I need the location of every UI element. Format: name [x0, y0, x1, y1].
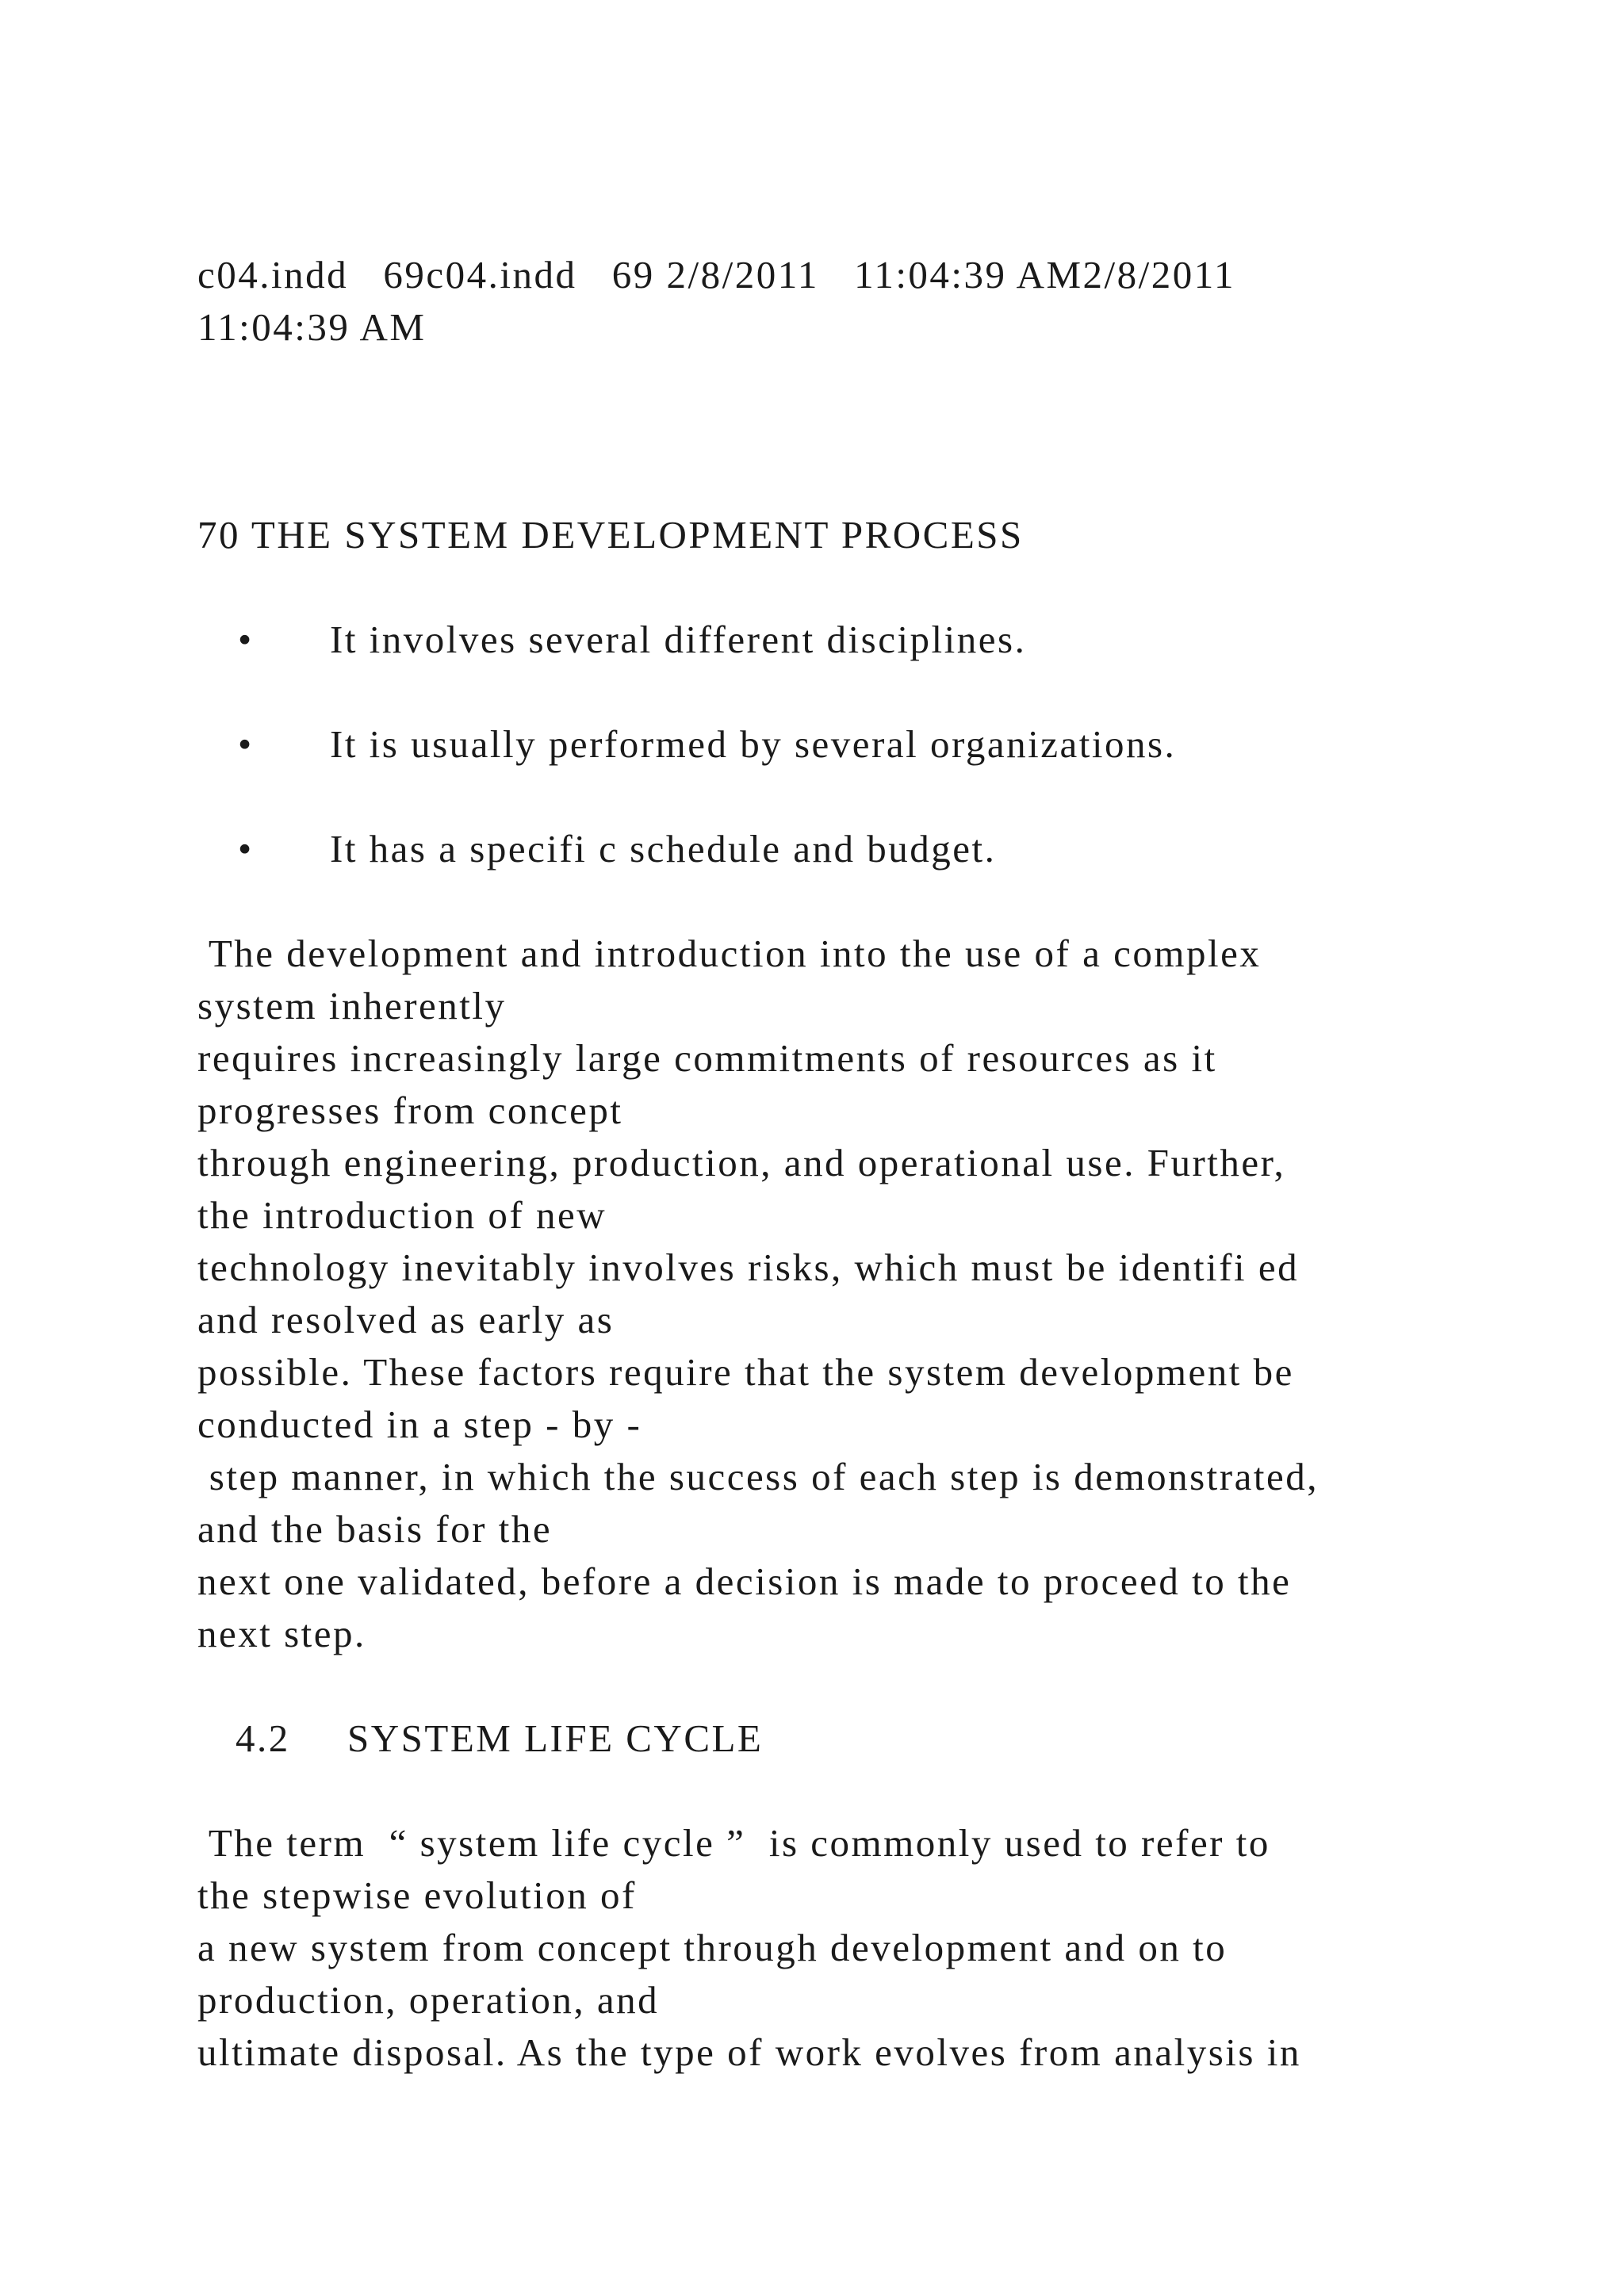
paragraph-line: next one validated, before a decision is made to proceed to the [197, 1559, 1292, 1603]
paragraph-line: and the basis for the [197, 1507, 553, 1551]
paragraph-line: system inherently [197, 984, 507, 1027]
bullet-marker: • [238, 618, 254, 661]
bullet-item: It has a specifi c schedule and budget. [330, 827, 997, 871]
paragraph-line: and resolved as early as [197, 1298, 615, 1341]
bullet-item: It is usually performed by several organizations. [330, 722, 1177, 766]
header-line-2: 11:04:39 AM [197, 305, 427, 349]
bullet-marker: • [238, 722, 254, 766]
header-line-1: c04.indd 69c04.indd 69 2/8/2011 11:04:39 AM2/8/2011 [197, 253, 1235, 297]
paragraph-line: conducted in a step - by - [197, 1402, 642, 1446]
section-title: SYSTEM LIFE CYCLE [347, 1716, 764, 1760]
page-heading: 70 THE SYSTEM DEVELOPMENT PROCESS [197, 513, 1024, 557]
bullet-marker: • [238, 827, 254, 871]
paragraph-line: The term “ system life cycle ” is commonly used to refer to [197, 1821, 1270, 1865]
section-number: 4.2 [236, 1716, 290, 1760]
paragraph-line: possible. These factors require that the system development be [197, 1350, 1294, 1394]
paragraph-line: production, operation, and [197, 1978, 660, 2022]
paragraph-line: The development and introduction into the use of a complex [197, 932, 1262, 975]
paragraph-line: progresses from concept [197, 1089, 623, 1132]
paragraph-line: requires increasingly large commitments of resources as it [197, 1036, 1217, 1080]
paragraph-line: step manner, in which the success of each step is demonstrated, [197, 1455, 1319, 1498]
paragraph-line: the stepwise evolution of [197, 1873, 637, 1917]
paragraph-line: a new system from concept through development and on to [197, 1926, 1228, 1969]
paragraph-line: next step. [197, 1612, 366, 1655]
bullet-item: It involves several different disciplines. [330, 618, 1027, 661]
paragraph-line: technology inevitably involves risks, which must be identifi ed [197, 1246, 1300, 1289]
paragraph-line: the introduction of new [197, 1193, 607, 1237]
paragraph-line: through engineering, production, and operational use. Further, [197, 1141, 1286, 1184]
paragraph-line: ultimate disposal. As the type of work evolves from analysis in [197, 2030, 1301, 2074]
